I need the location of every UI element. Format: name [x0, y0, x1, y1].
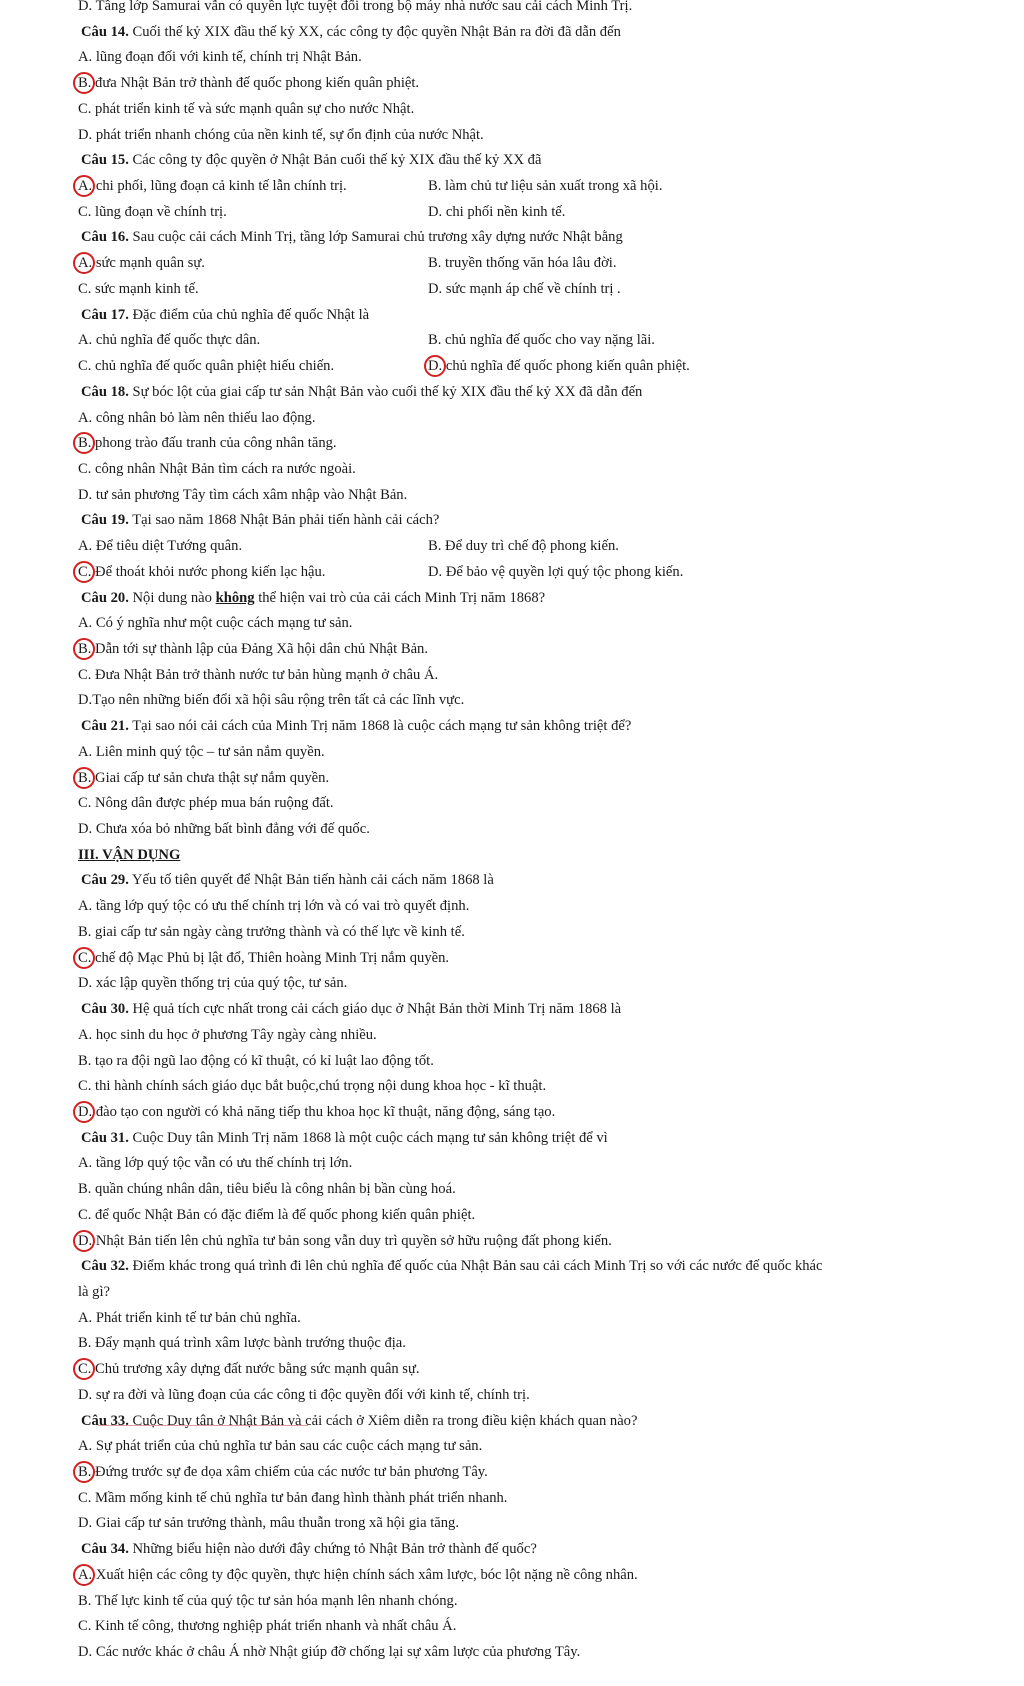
text-line: A. Phát triển kinh tế tư bản chủ nghĩa. — [78, 1310, 301, 1326]
question-text: Những biểu hiện nào dưới đây chứng tỏ Nhật Bản trở thành đế quốc? — [128, 1541, 537, 1557]
question-text: Nội dung nào — [128, 590, 216, 606]
question-text: Cuối thế kỷ XIX đầu thế kỷ XX, các công ty độc quyền Nhật Bản ra đời đã dẫn đến — [128, 24, 621, 40]
answer-circle — [73, 1358, 95, 1380]
text-line: B. Đẩy mạnh quá trình xâm lược bành trướng thuộc địa. — [78, 1335, 406, 1351]
text-line: A. tầng lớp quý tộc vẫn có ưu thế chính trị lớn. — [78, 1155, 353, 1171]
question-text: Cuộc Duy tân ở Nhật Bản và cải cách ở Xiêm diễn ra trong điều kiện khách quan nào? — [128, 1413, 638, 1429]
answer-circle — [73, 638, 95, 660]
text-line: B. quần chúng nhân dân, tiêu biểu là công nhân bị bần cùng hoá. — [78, 1181, 456, 1197]
text-line: B. Dẫn tới sự thành lập của Đảng Xã hội dân chủ Nhật Bản. — [78, 641, 428, 657]
option-right: D. Để bảo vệ quyền lợi quý tộc phong kiến. — [428, 564, 684, 580]
question-number: Câu 17. — [81, 307, 129, 323]
question-line — [81, 1128, 608, 1148]
text-line: A. lũng đoạn đối với kinh tế, chính trị Nhật Bản. — [78, 49, 362, 65]
option-left: C. chủ nghĩa đế quốc quân phiệt hiếu chiến. — [78, 358, 335, 374]
answer-circle — [73, 175, 95, 197]
pen-mark — [98, 1425, 308, 1426]
text-line: C. để quốc Nhật Bản có đặc điểm là đế quốc phong kiến quân phiệt. — [78, 1207, 476, 1223]
text-line: C. chế độ Mạc Phủ bị lật đổ, Thiên hoàng Minh Trị nắm quyền. — [78, 950, 450, 966]
question-number: Câu 32. — [81, 1258, 129, 1274]
question-number: Câu 34. — [81, 1541, 129, 1557]
text-line: D. Nhật Bản tiến lên chủ nghĩa tư bản song vẫn duy trì quyền sở hữu ruộng đất phong kiến. — [78, 1233, 612, 1249]
option-right: D. sức mạnh áp chế về chính trị . — [428, 281, 621, 297]
text-line: là gì? — [78, 1284, 111, 1300]
answer-circle — [73, 1461, 95, 1483]
text-line: D. Giai cấp tư sản trưởng thành, mâu thuẫn trong xã hội gia tăng. — [78, 1515, 459, 1531]
text-line: D. xác lập quyền thống trị của quý tộc, tư sản. — [78, 975, 348, 991]
question-text: Sự bóc lột của giai cấp tư sản Nhật Bản vào cuối thế kỷ XIX đầu thế kỷ XX đã dẫn đến — [128, 384, 643, 400]
option-right: B. làm chủ tư liệu sản xuất trong xã hội. — [428, 178, 663, 194]
question-number: Câu 33. — [81, 1413, 129, 1429]
answer-circle — [73, 72, 95, 94]
answer-circle — [424, 355, 446, 377]
question-line — [81, 870, 494, 890]
text-line: C. Nông dân được phép mua bán ruộng đất. — [78, 795, 334, 811]
option-right: B. chủ nghĩa đế quốc cho vay nặng lãi. — [428, 332, 655, 348]
text-line: C. thi hành chính sách giáo dục bắt buộc,chú trọng nội dung khoa học - kĩ thuật. — [78, 1078, 547, 1094]
question-text: Các công ty độc quyền ở Nhật Bản cuối thế kỷ XIX đầu thế kỷ XX đã — [128, 152, 542, 168]
question-text: thể hiện vai trò của cải cách Minh Trị năm 1868? — [254, 590, 546, 606]
text-line: A. học sinh du học ở phương Tây ngày càng nhiều. — [78, 1027, 377, 1043]
option-left: A. chi phối, lũng đoạn cả kinh tế lẫn chính trị. — [78, 178, 347, 194]
option-left: A. chủ nghĩa đế quốc thực dân. — [78, 332, 261, 348]
question-line — [81, 1256, 823, 1276]
text-line: D. sự ra đời và lũng đoạn của các công ti độc quyền đối với kinh tế, chính trị. — [78, 1387, 530, 1403]
question-text: Sau cuộc cải cách Minh Trị, tầng lớp Samurai chủ trương xây dựng nước Nhật bằng — [128, 229, 623, 245]
question-number: Câu 20. — [81, 590, 129, 606]
text-line: B. tạo ra đội ngũ lao động có kĩ thuật, có kỉ luật lao động tốt. — [78, 1053, 434, 1069]
question-line — [81, 588, 545, 608]
question-number: Câu 15. — [81, 152, 129, 168]
text-line: D. đào tạo con người có khả năng tiếp thu khoa học kĩ thuật, năng động, sáng tạo. — [78, 1104, 556, 1120]
text-line: A. Liên minh quý tộc – tư sản nắm quyền. — [78, 744, 325, 760]
text-line: C. Chủ trương xây dựng đất nước bằng sức mạnh quân sự. — [78, 1361, 420, 1377]
answer-circle — [73, 432, 95, 454]
text-line: A. tầng lớp quý tộc có ưu thế chính trị lớn và có vai trò quyết định. — [78, 898, 470, 914]
text-line: B. giai cấp tư sản ngày càng trưởng thành và có thế lực về kinh tế. — [78, 924, 465, 940]
question-number: Câu 31. — [81, 1130, 129, 1146]
text-line: C. phát triển kinh tế và sức mạnh quân sự cho nước Nhật. — [78, 101, 415, 117]
text-line: D. phát triển nhanh chóng của nền kinh tế, sự ổn định của nước Nhật. — [78, 127, 484, 143]
option-left: A. Để tiêu diệt Tướng quân. — [78, 538, 243, 554]
option-right: D. chủ nghĩa đế quốc phong kiến quân phiệt. — [428, 358, 690, 374]
question-line — [81, 22, 621, 42]
section-heading: III. VẬN DỤNG — [78, 847, 181, 863]
text-line: A. công nhân bỏ làm nên thiếu lao động. — [78, 410, 316, 426]
text-line: C. Kinh tế công, thương nghiệp phát triển nhanh và nhất châu Á. — [78, 1618, 457, 1634]
answer-circle — [73, 561, 95, 583]
question-text: Tại sao nói cải cách của Minh Trị năm 1868 là cuộc cách mạng tư sản không triệt để? — [128, 718, 632, 734]
question-text: Cuộc Duy tân Minh Trị năm 1868 là một cuộc cách mạng tư sản không triệt để vì — [128, 1130, 608, 1146]
text-line: C. công nhân Nhật Bản tìm cách ra nước ngoài. — [78, 461, 356, 477]
text-line: D. Tầng lớp Samurai vẫn có quyền lực tuyệt đối trong bộ máy nhà nước sau cải cách Minh Trị. — [78, 0, 633, 14]
question-text: Đặc điểm của chủ nghĩa đế quốc Nhật là — [128, 307, 370, 323]
text-line: B. phong trào đấu tranh của công nhân tăng. — [78, 435, 337, 451]
text-line: A. Sự phát triển của chủ nghĩa tư bản sau các cuộc cách mạng tư sản. — [78, 1438, 483, 1454]
question-line — [81, 305, 369, 325]
question-line — [81, 716, 631, 736]
text-line: D. tư sản phương Tây tìm cách xâm nhập vào Nhật Bản. — [78, 487, 408, 503]
text-line: B. Đứng trước sự đe dọa xâm chiếm của các nước tư bản phương Tây. — [78, 1464, 488, 1480]
text-line: B. Thế lực kinh tế của quý tộc tư sản hóa mạnh lên nhanh chóng. — [78, 1593, 458, 1609]
answer-circle — [73, 1101, 95, 1123]
question-text: Hệ quả tích cực nhất trong cải cách giáo dục ở Nhật Bản thời Minh Trị năm 1868 là — [128, 1001, 622, 1017]
question-line — [81, 510, 439, 530]
question-text: Điểm khác trong quá trình đi lên chủ nghĩa đế quốc của Nhật Bản sau cải cách Minh Trị so với các nước đế quốc khác — [128, 1258, 823, 1274]
question-number: Câu 21. — [81, 718, 129, 734]
option-right: B. Để duy trì chế độ phong kiến. — [428, 538, 619, 554]
question-emphasis: không — [215, 590, 255, 606]
text-line: C. Đưa Nhật Bản trở thành nước tư bản hùng mạnh ở châu Á. — [78, 667, 439, 683]
answer-circle — [73, 767, 95, 789]
option-left: C. lũng đoạn về chính trị. — [78, 204, 227, 220]
answer-circle — [73, 1564, 95, 1586]
option-left: C. Để thoát khỏi nước phong kiến lạc hậu. — [78, 564, 326, 580]
text-line: A. Có ý nghĩa như một cuộc cách mạng tư sản. — [78, 615, 353, 631]
question-number: Câu 14. — [81, 24, 129, 40]
option-right: B. truyền thống văn hóa lâu đời. — [428, 255, 617, 271]
question-number: Câu 30. — [81, 1001, 129, 1017]
question-number: Câu 16. — [81, 229, 129, 245]
question-line — [81, 1411, 637, 1431]
text-line: A. Xuất hiện các công ty độc quyền, thực hiện chính sách xâm lược, bóc lột nặng nề công nhân. — [78, 1567, 638, 1583]
answer-circle — [73, 1230, 95, 1252]
text-line: C. Mầm mống kinh tế chủ nghĩa tư bản đang hình thành phát triển nhanh. — [78, 1490, 508, 1506]
question-line — [81, 150, 541, 170]
option-left: C. sức mạnh kinh tế. — [78, 281, 199, 297]
text-line: D.Tạo nên những biến đổi xã hội sâu rộng trên tất cả các lĩnh vực. — [78, 692, 465, 708]
text-line: D. Chưa xóa bỏ những bất bình đẳng với đế quốc. — [78, 821, 370, 837]
question-line — [81, 999, 621, 1019]
question-line — [81, 227, 623, 247]
question-line — [81, 382, 642, 402]
question-number: Câu 29. — [81, 872, 129, 888]
question-line — [81, 1539, 537, 1559]
question-number: Câu 18. — [81, 384, 129, 400]
question-text: Tại sao năm 1868 Nhật Bản phải tiến hành cải cách? — [128, 512, 440, 528]
answer-circle — [73, 252, 95, 274]
option-left: A. sức mạnh quân sự. — [78, 255, 205, 271]
text-line: D. Các nước khác ở châu Á nhờ Nhật giúp đỡ chống lại sự xâm lược của phương Tây. — [78, 1644, 581, 1660]
text-line: B. Giai cấp tư sản chưa thật sự nắm quyền. — [78, 770, 330, 786]
question-number: Câu 19. — [81, 512, 129, 528]
option-right: D. chi phối nền kinh tế. — [428, 204, 566, 220]
question-text: Yếu tố tiên quyết để Nhật Bản tiến hành cải cách năm 1868 là — [128, 872, 494, 888]
text-line: B. đưa Nhật Bản trở thành đế quốc phong kiến quân phiệt. — [78, 75, 420, 91]
answer-circle — [73, 947, 95, 969]
